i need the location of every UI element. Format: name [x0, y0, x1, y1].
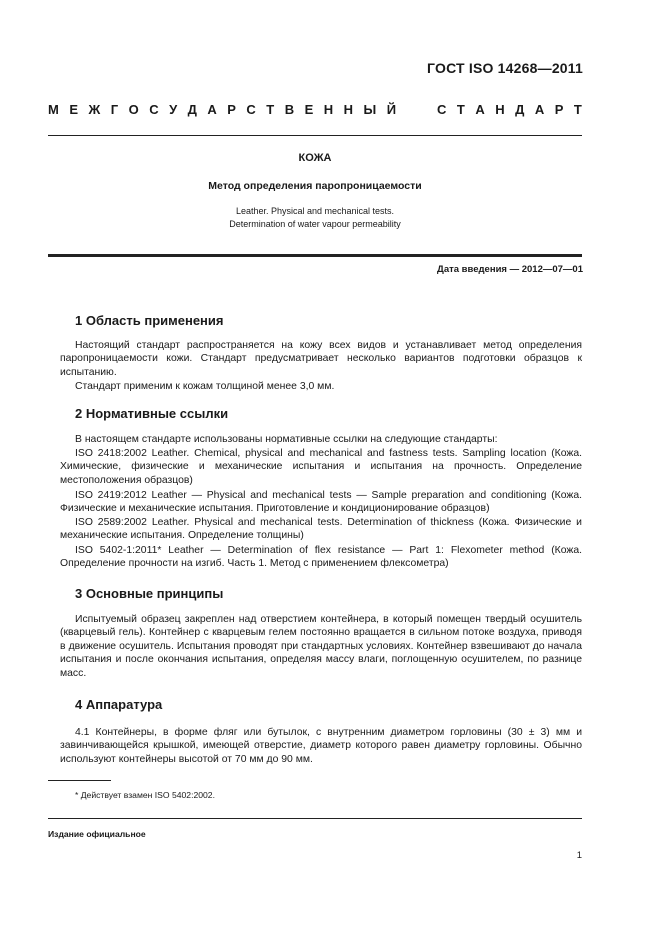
banner-word1-letter: А [207, 102, 217, 117]
english-title-line2: Determination of water vapour permeability [229, 219, 401, 229]
banner-gap [407, 102, 427, 117]
document-subtitle: Метод определения паропроницаемости [208, 180, 422, 192]
banner-word1-letter: Ы [363, 102, 377, 117]
section-2-heading: 2 Нормативные ссылки [75, 406, 229, 421]
section-2-reference-iso2418: ISO 2418:2002 Leather. Chemical, physical and mechanical and fastness tests. Sampling location (Кожа. Химические, физические и механические испытания и испытания на прочность. Определение местоположения образцов) [60, 448, 582, 486]
banner-word1-letter: Н [323, 102, 334, 117]
banner-word1-letter: Н [343, 102, 354, 117]
footer-rule [48, 818, 582, 819]
banner-word2-letter: Н [495, 102, 505, 117]
section-3-paragraph-1: Испытуемый образец закреплен над отверстием контейнера, в который помещен твердый осушитель (кварцевый гель). Контейнер с кварцевым гелем постоянно вращается в сильном потоке воздуха, приводя в движение осушитель. Испытания проводят при стандартных условиях. Контейнер взвешивают до начала испытания и после окончания испытания, определяя массу влаги, поглощенную осушителем, по разнице масс. [60, 614, 582, 679]
banner-word2-letter: Т [456, 102, 465, 117]
page-number: 1 [576, 850, 582, 861]
banner-word1-letter: Е [69, 102, 78, 117]
document-title: КОЖА [298, 152, 332, 164]
banner-word1-letter: С [149, 102, 159, 117]
title-rule [48, 254, 582, 257]
banner-word2-letter: Р [554, 102, 564, 117]
banner-word1-letter: М [48, 102, 59, 117]
footnote: * Действует взамен ISO 5402:2002. [75, 790, 215, 800]
banner-word1-letter: Е [304, 102, 314, 117]
section-2-reference-iso2589: ISO 2589:2002 Leather. Physical and mechanical tests. Determination of thickness (Кожа. Физические и механические испытания. Определение толщины) [60, 517, 582, 542]
introduction-date: Дата введения — 2012—07—01 [437, 264, 583, 275]
banner-word1-letter: Р [227, 102, 236, 117]
section-2-reference-iso2419: ISO 2419:2012 Leather — Physical and mechanical tests — Sample preparation and conditioning (Кожа. Физические и механические испытания. Приготовление и кондиционирование образцов) [60, 490, 582, 515]
section-1-heading: 1 Область применения [75, 313, 224, 328]
banner-word1-letter: Г [110, 102, 119, 117]
section-1-paragraph-2: Стандарт применим к кожам толщиной менее 3,0 мм. [75, 381, 335, 392]
banner-word2-letter: А [475, 102, 485, 117]
section-4-paragraph-1: 4.1 Контейнеры, в форме фляг или бутылок, с внутренним диаметром горловины (30 ± 3) мм и завинчивающейся крышкой, имеющей отверстие, диаметр которого равен диаметру горловины. Обычно используют контейнеры высотой от 70 мм до 90 мм. [60, 727, 582, 765]
section-2-reference-iso5402: ISO 5402-1:2011* Leather — Determination of flex resistance — Part 1: Flexometer method (Кожа. Определение прочности на изгиб. Часть 1. Метод с применением флексометра) [60, 545, 582, 570]
english-title-line1: Leather. Physical and mechanical tests. [235, 206, 395, 216]
banner-word1-letter: Т [266, 102, 275, 117]
section-2-paragraph-1: В настоящем стандарте использованы нормативные ссылки на следующие стандарты: [75, 434, 498, 445]
interstate-standard-banner [48, 102, 582, 117]
banner-word1-letter: Й [386, 102, 397, 117]
banner-word2-letter: Д [515, 102, 525, 117]
banner-word1-letter: Д [187, 102, 197, 117]
banner-word1-letter: С [246, 102, 256, 117]
section-1-paragraph-1: Настоящий стандарт распространяется на кожу всех видов и устанавливает метод определения паропроницаемости кожи. Стандарт предусматривает несколько вариантов подготовки образцов к испытанию. [60, 340, 582, 378]
banner-word1-letter: Ж [88, 102, 101, 117]
edition-label: Издание официальное [48, 829, 146, 839]
section-4-heading: 4 Аппаратура [75, 697, 163, 712]
banner-word2-letter: А [534, 102, 545, 117]
banner-word2-letter: Т [573, 102, 582, 117]
footnote-rule [48, 780, 111, 781]
banner-word1-letter: В [284, 102, 295, 117]
standard-code: ГОСТ ISO 14268—2011 [427, 60, 583, 76]
banner-word1-letter: О [128, 102, 139, 117]
section-3-heading: 3 Основные принципы [75, 586, 224, 601]
banner-word2-letter: С [437, 102, 447, 117]
banner-word1-letter: У [169, 102, 178, 117]
header-rule [48, 135, 582, 136]
